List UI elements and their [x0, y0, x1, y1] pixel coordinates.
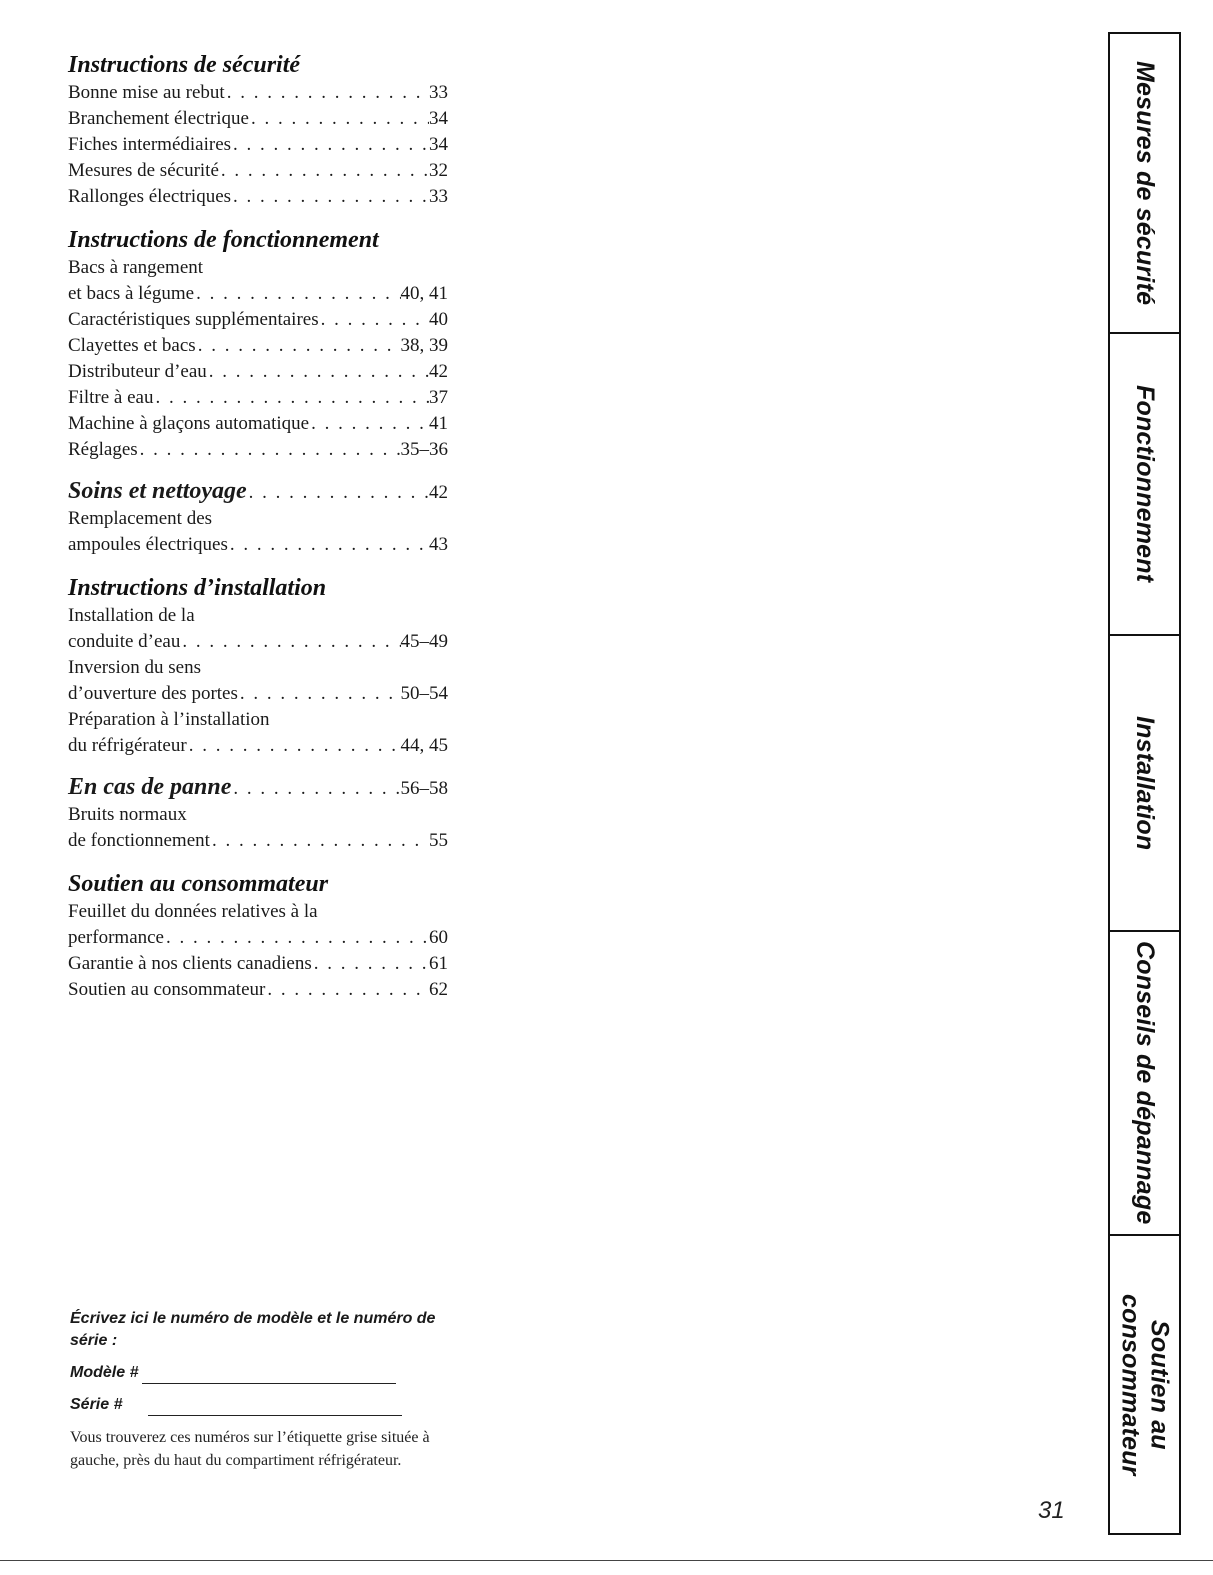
- section-title: En cas de panne: [68, 774, 232, 800]
- side-tab-strip: [1108, 32, 1181, 1535]
- toc-entry[interactable]: Branchement électrique . . . 34: [68, 106, 448, 132]
- toc-entry-line: Installation de la: [68, 605, 195, 626]
- toc-entry[interactable]: ampoules électriques . . . 43: [68, 532, 448, 558]
- toc-entry[interactable]: Rallonges électriques . . . 33: [68, 184, 448, 210]
- model-location-note: Vous trouverez ces numéros sur l’étiquette grise située à gauche, près du haut du compartiment réfrigérateur.: [70, 1429, 430, 1469]
- section-title: Instructions d’installation: [68, 575, 327, 601]
- toc-entry[interactable]: Réglages . . . 35–36: [68, 437, 448, 463]
- toc-entry[interactable]: Machine à glaçons automatique . . . 41: [68, 411, 448, 437]
- toc-entry[interactable]: Caractéristiques supplémentaires . . . 40: [68, 307, 448, 333]
- model-blank-line[interactable]: [142, 1368, 396, 1384]
- model-label: Modèle #: [70, 1364, 139, 1381]
- toc-entry-line: Bruits normaux: [68, 804, 187, 825]
- model-serial-box: [70, 1308, 450, 1472]
- toc-section-heading-entry[interactable]: En cas de panne . . . 56–58: [68, 774, 448, 802]
- toc-entry[interactable]: Mesures de sécurité . . . 32: [68, 158, 448, 184]
- toc-entry[interactable]: performance . . . 60: [68, 925, 448, 951]
- serial-label: Série #: [70, 1396, 123, 1413]
- toc-entry-line: Remplacement des: [68, 508, 213, 529]
- toc-section-installation: [68, 573, 448, 759]
- page-number: 31: [1038, 1497, 1065, 1524]
- tab-soutien-au-consommateur[interactable]: [1110, 1234, 1179, 1533]
- toc-section-securite: [68, 50, 448, 210]
- tab-installation[interactable]: [1110, 634, 1179, 930]
- toc-entry[interactable]: Clayettes et bacs . . . 38, 39: [68, 333, 448, 359]
- tab-fonctionnement[interactable]: [1110, 332, 1179, 634]
- toc-entry[interactable]: du réfrigérateur . . . 44, 45: [68, 733, 448, 759]
- tab-label: Installation: [1131, 715, 1159, 851]
- toc-entry[interactable]: Bonne mise au rebut . . . 33: [68, 80, 448, 106]
- tab-conseils-de-depannage[interactable]: [1110, 930, 1179, 1234]
- toc-section-heading-entry[interactable]: Soins et nettoyage . . . 42: [68, 478, 448, 506]
- tab-label: Soutien au consommateur: [1116, 1293, 1174, 1476]
- section-title: Soins et nettoyage: [68, 478, 247, 504]
- section-title: Instructions de fonctionnement: [68, 227, 379, 253]
- toc-entry[interactable]: conduite d’eau . . . 45–49: [68, 629, 448, 655]
- model-serial-instruction: Écrivez ici le numéro de modèle et le numéro de série :: [70, 1310, 436, 1349]
- toc-entry[interactable]: Soutien au consommateur . . . 62: [68, 977, 448, 1003]
- toc-entry-line: Bacs à rangement: [68, 257, 204, 278]
- toc-section-fonctionnement: [68, 225, 448, 463]
- toc-section-panne: [68, 774, 448, 854]
- tab-label: Mesures de sécurité: [1131, 60, 1159, 306]
- section-title: Soutien au consommateur: [68, 871, 329, 897]
- tab-mesures-de-securite[interactable]: [1110, 34, 1179, 332]
- toc-entry[interactable]: Fiches intermédiaires . . . 34: [68, 132, 448, 158]
- tab-label: Fonctionnement: [1131, 385, 1159, 583]
- toc-entry[interactable]: de fonctionnement . . . 55: [68, 828, 448, 854]
- toc-section-soutien: [68, 869, 448, 1003]
- toc-entry-line: Préparation à l’installation: [68, 709, 270, 730]
- toc-entry[interactable]: Filtre à eau . . . 37: [68, 385, 448, 411]
- section-title: Instructions de sécurité: [68, 52, 301, 78]
- toc-entry[interactable]: Distributeur d’eau . . . 42: [68, 359, 448, 385]
- toc-entry-line: Inversion du sens: [68, 657, 201, 678]
- toc-entry-line: Feuillet du données relatives à la: [68, 901, 318, 922]
- toc-section-soins: [68, 478, 448, 558]
- toc-entry[interactable]: d’ouverture des portes . . . 50–54: [68, 681, 448, 707]
- serial-number-field[interactable]: [70, 1394, 450, 1416]
- toc-entry[interactable]: Garantie à nos clients canadiens . . . 61: [68, 951, 448, 977]
- toc-entry[interactable]: et bacs à légume . . . 40, 41: [68, 281, 448, 307]
- table-of-contents: [68, 50, 448, 1018]
- tab-label: Conseils de dépannage: [1131, 941, 1159, 1225]
- model-number-field[interactable]: [70, 1362, 450, 1384]
- serial-blank-line[interactable]: [148, 1400, 402, 1416]
- footer-rule: [0, 1560, 1213, 1561]
